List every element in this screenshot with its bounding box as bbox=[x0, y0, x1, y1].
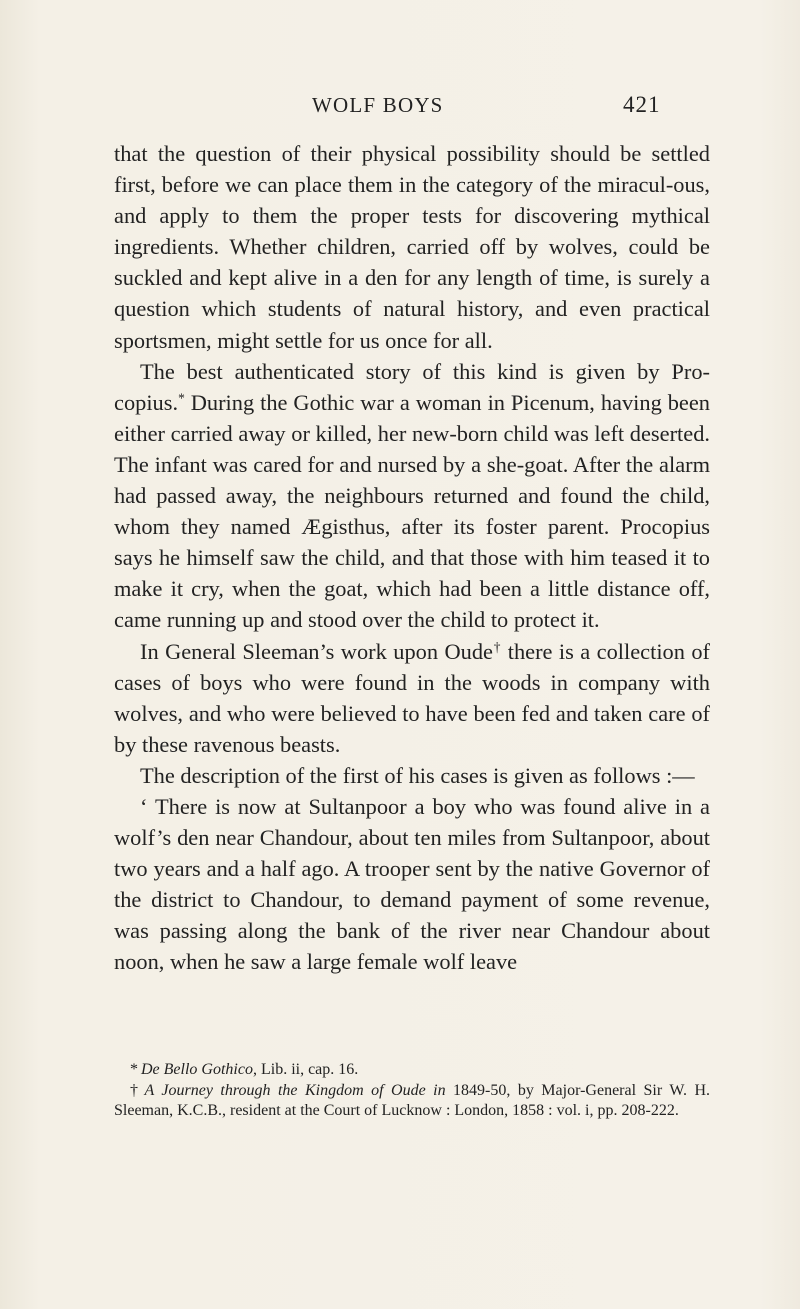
paragraph-5-text: ‘ There is now at Sultanpoor a boy who was found alive in a wolf’s den near Chandour, about ten miles from Sultanpoor, about two years and a half ago. A trooper sent by the native Governor of the district to Chandour, to demand payment of some revenue, was passing along the bank of the river near Chandour about noon, when he saw a large female wolf leave bbox=[114, 793, 710, 975]
paragraph-3-text-a: In General Sleeman’s work upon Oude bbox=[140, 638, 493, 664]
paragraph-3 bbox=[114, 636, 710, 760]
footnote-ref-dagger: † bbox=[492, 639, 502, 655]
paragraph-1 bbox=[114, 138, 710, 356]
paragraph-5 bbox=[114, 791, 710, 978]
footnote-1 bbox=[114, 1060, 710, 1081]
body-text bbox=[114, 138, 710, 978]
page-number: 421 bbox=[623, 92, 661, 117]
paragraph-1-text: that the question of their physical possibility should be settled first, before we can place them in the category of the miracul-ous, and apply to them the proper tests for discovering mythical ingredients. Whether children, carried off by wolves, could be suckled and kept alive in a den for any length of time, is surely a question which students of natural history, and even practical sportsmen, might settle for us once for all. bbox=[114, 141, 710, 353]
running-title: WOLF BOYS bbox=[312, 93, 444, 117]
paragraph-3-text-b: there is a collection of cases of boys who were found in the woods in company with wolves, and who were believed to have been fed and taken care of by these ravenous beasts. bbox=[114, 638, 710, 757]
footnote-2-text: 1849-50, by Major-General Sir W. H. Sleeman, K.C.B., resident at the Court of Lucknow : London, 1858 : vol. i, pp. 208-222. bbox=[114, 1081, 711, 1119]
paragraph-4-text: The description of the first of his cases is given as follows :— bbox=[140, 762, 695, 788]
footnotes bbox=[114, 1060, 710, 1122]
footnote-2-title: A Journey through the Kingdom of Oude in bbox=[144, 1081, 446, 1099]
paragraph-2-text-b: During the Gothic war a woman in Picenum, having been either carried away or killed, her new-born child was left deserted. The infant was cared for and nursed by a she-goat. After the alarm had passed away, the neighbours returned and found the child, whom they named Ægisthus, after its foster parent. Procopius says he himself saw the child, and that those with him teased it to make it cry, when the goat, which had been a little distance off, came running up and stood over the child to protect it. bbox=[114, 389, 710, 633]
footnote-1-title: De Bello Gothico bbox=[141, 1061, 253, 1078]
running-head bbox=[0, 93, 800, 123]
footnote-2 bbox=[114, 1081, 710, 1122]
footnote-1-mark: * bbox=[130, 1061, 138, 1078]
paragraph-2 bbox=[114, 356, 710, 636]
paragraph-2-text-a: The best authenticated story of this kind is given by Pro-copius. bbox=[114, 358, 710, 415]
footnote-1-text: , Lib. ii, cap. 16. bbox=[252, 1061, 359, 1078]
paragraph-4 bbox=[114, 760, 710, 791]
footnote-2-mark: † bbox=[130, 1081, 142, 1099]
footnote-ref-asterisk: * bbox=[178, 390, 185, 406]
